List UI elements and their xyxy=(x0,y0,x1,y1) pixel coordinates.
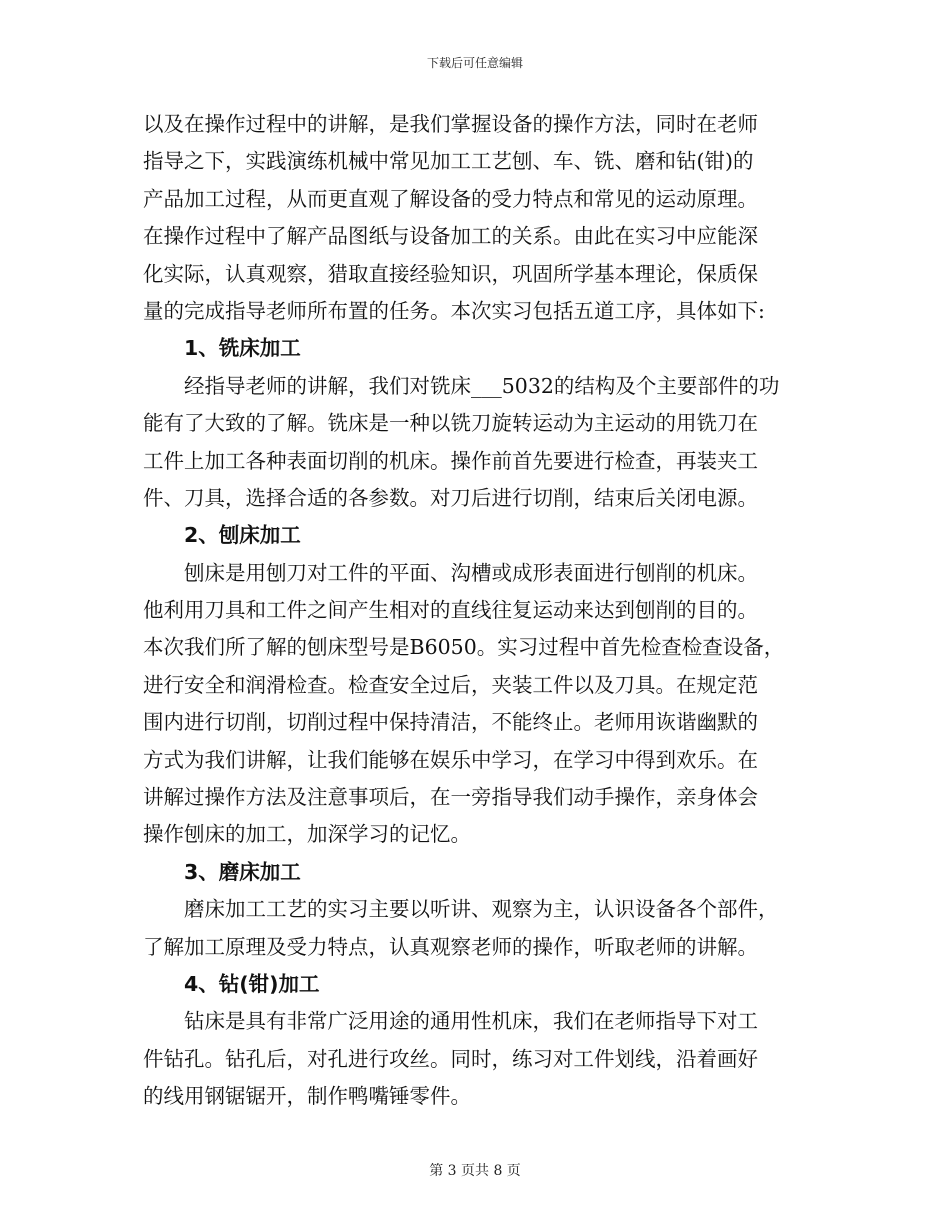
body-line: 工件上加工各种表面切削的机床。操作前首先要进行检查，再装夹工 xyxy=(143,448,758,473)
body-line: 操作刨床的加工，加深学习的记忆。 xyxy=(143,822,471,847)
document-body xyxy=(143,106,813,1116)
body-line: 进行安全和润滑检查。检查安全过后，夹装工件以及刀具。在规定范 xyxy=(143,672,758,697)
body-line: 以及在操作过程中的讲解，是我们掌握设备的操作方法，同时在老师 xyxy=(143,112,758,136)
body-line: 件钻孔。钻孔后，对孔进行攻丝。同时，练习对工件划线，沿着画好 xyxy=(143,1046,758,1071)
body-line: 讲解过操作方法及注意事项后，在一旁指导我们动手操作，亲身体会 xyxy=(143,785,758,810)
header-note: 下载后可任意编辑 xyxy=(426,56,523,70)
section-heading-drilling: 4、钻(钳)加工 xyxy=(184,971,320,996)
body-line: 方式为我们讲解，让我们能够在娱乐中学习，在学习中得到欢乐。在 xyxy=(143,747,758,772)
body-line: 钻床是具有非常广泛用途的通用性机床，我们在老师指导下对工 xyxy=(184,1009,758,1034)
body-line: 本次我们所了解的刨床型号是B6050。实习过程中首先检查检查设备， xyxy=(143,635,785,660)
body-line: 经指导老师的讲解，我们对铣床___5032的结构及个主要部件的功 xyxy=(184,373,780,398)
body-line: 能有了大致的了解。铣床是一种以铣刀旋转运动为主运动的用铣刀在 xyxy=(143,411,758,436)
body-line: 围内进行切削，切削过程中保持清洁，不能终止。老师用诙谐幽默的 xyxy=(143,710,758,735)
body-line: 件、刀具，选择合适的各参数。对刀后进行切削，结束后关闭电源。 xyxy=(143,485,758,510)
body-line: 在操作过程中了解产品图纸与设备加工的关系。由此在实习中应能深 xyxy=(143,224,758,249)
body-line: 化实际，认真观察，猎取直接经验知识，巩固所学基本理论，保质保 xyxy=(143,261,758,286)
body-line: 产品加工过程，从而更直观了解设备的受力特点和常见的运动原理。 xyxy=(143,186,758,211)
body-line: 磨床加工工艺的实习主要以听讲、观察为主，认识设备各个部件， xyxy=(184,897,779,922)
body-line: 了解加工原理及受力特点，认真观察老师的操作，听取老师的讲解。 xyxy=(143,934,758,959)
section-heading-grinding: 3、磨床加工 xyxy=(184,859,301,884)
body-line: 刨床是用刨刀对工件的平面、沟槽或成形表面进行刨削的机床。 xyxy=(184,560,758,585)
body-line: 量的完成指导老师所布置的任务。本次实习包括五道工序，具体如下: xyxy=(143,298,765,323)
body-line: 的线用钢锯锯开，制作鸭嘴锤零件。 xyxy=(143,1084,471,1109)
section-heading-milling: 1、铣床加工 xyxy=(184,336,301,361)
section-heading-planing: 2、刨床加工 xyxy=(184,523,301,548)
body-line: 他利用刀具和工件之间产生相对的直线往复运动来达到刨削的目的。 xyxy=(143,598,758,623)
page-number: 第 3 页共 8 页 xyxy=(429,1163,521,1179)
body-line: 指导之下，实践演练机械中常见加工工艺刨、车、铣、磨和钻(钳)的 xyxy=(143,149,754,174)
